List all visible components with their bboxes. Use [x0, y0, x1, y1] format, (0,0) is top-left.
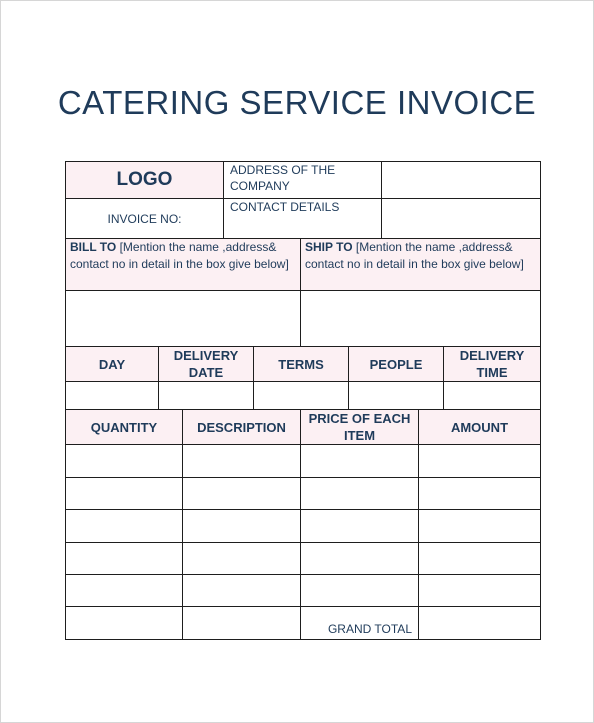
ship-to-hint: [Mention the name ,address& contact no in detail in the box give below] — [305, 240, 524, 271]
header-block — [65, 161, 540, 238]
quantity-cell[interactable] — [66, 543, 183, 575]
items-block — [65, 409, 540, 637]
amount-cell[interactable] — [419, 543, 541, 575]
delivery-date-header: DELIVERY DATE — [159, 347, 254, 382]
bill-to-hint: [Mention the name ,address& contact no in detail in the box give below] — [70, 240, 289, 271]
quantity-cell[interactable] — [66, 575, 183, 607]
terms-header: TERMS — [254, 347, 349, 382]
quantity-cell[interactable] — [66, 445, 183, 478]
description-cell[interactable] — [183, 445, 301, 478]
table-row — [66, 510, 541, 543]
terms-field[interactable] — [254, 382, 349, 413]
billing-shipping-block — [65, 238, 540, 346]
logo: LOGO — [66, 162, 224, 199]
grand-total-row — [66, 607, 541, 640]
invoice-title: CATERING SERVICE INVOICE — [57, 84, 537, 121]
price-cell[interactable] — [301, 445, 419, 478]
ship-to-header — [301, 239, 541, 291]
grand-total-field[interactable] — [419, 607, 541, 640]
amount-header: AMOUNT — [419, 410, 541, 445]
table-row — [66, 478, 541, 510]
amount-cell[interactable] — [419, 478, 541, 510]
grand-total-label: GRAND TOTAL — [301, 607, 419, 640]
description-cell[interactable] — [183, 543, 301, 575]
quantity-cell[interactable] — [66, 510, 183, 543]
table-row — [66, 543, 541, 575]
delivery-details-block — [65, 346, 540, 409]
invoice-number-label: INVOICE NO: — [66, 199, 224, 239]
amount-cell[interactable] — [419, 445, 541, 478]
price-cell[interactable] — [301, 510, 419, 543]
description-cell[interactable] — [183, 478, 301, 510]
table-row — [66, 575, 541, 607]
ship-to-field[interactable] — [301, 291, 541, 347]
delivery-time-header: DELIVERY TIME — [444, 347, 541, 382]
table-row — [66, 445, 541, 478]
description-cell[interactable] — [183, 575, 301, 607]
header-extra-field-2[interactable] — [382, 199, 541, 239]
amount-cell[interactable] — [419, 510, 541, 543]
quantity-header: QUANTITY — [66, 410, 183, 445]
amount-cell[interactable] — [419, 575, 541, 607]
ship-to-label: SHIP TO — [305, 240, 353, 254]
header-extra-field-1[interactable] — [382, 162, 541, 199]
contact-details: CONTACT DETAILS — [224, 199, 382, 239]
delivery-time-field[interactable] — [444, 382, 541, 413]
delivery-date-field[interactable] — [159, 382, 254, 413]
price-cell[interactable] — [301, 575, 419, 607]
price-each-item-header: PRICE OF EACH ITEM — [301, 410, 419, 445]
description-cell[interactable] — [183, 510, 301, 543]
people-header: PEOPLE — [349, 347, 444, 382]
company-address: ADDRESS OF THE COMPANY — [224, 162, 382, 199]
day-header: DAY — [66, 347, 159, 382]
grand-total-spacer — [66, 607, 183, 640]
day-field[interactable] — [66, 382, 159, 413]
description-header: DESCRIPTION — [183, 410, 301, 445]
quantity-cell[interactable] — [66, 478, 183, 510]
bill-to-header — [66, 239, 301, 291]
people-field[interactable] — [349, 382, 444, 413]
grand-total-spacer — [183, 607, 301, 640]
bill-to-label: BILL TO — [70, 240, 117, 254]
price-cell[interactable] — [301, 478, 419, 510]
bill-to-field[interactable] — [66, 291, 301, 347]
price-cell[interactable] — [301, 543, 419, 575]
